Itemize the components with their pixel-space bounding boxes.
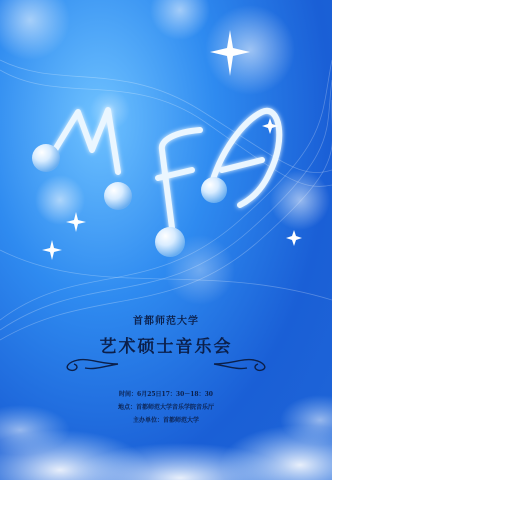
mfa-note-logo (50, 110, 279, 228)
university-name: 首都师范大学 (133, 316, 199, 327)
detail-location: 地点：首都师范大学音乐学院音乐厅 (117, 404, 215, 411)
detail-organizer: 主办单位：首都师范大学 (132, 417, 200, 424)
detail-time: 时间：6月25日17：30－18：30 (119, 391, 213, 398)
concert-title: 艺术硕士音乐会 (99, 337, 233, 357)
left-flourish-ornament (60, 354, 120, 374)
title-block (0, 316, 332, 358)
right-flourish-ornament (212, 354, 272, 374)
event-details (0, 388, 332, 427)
